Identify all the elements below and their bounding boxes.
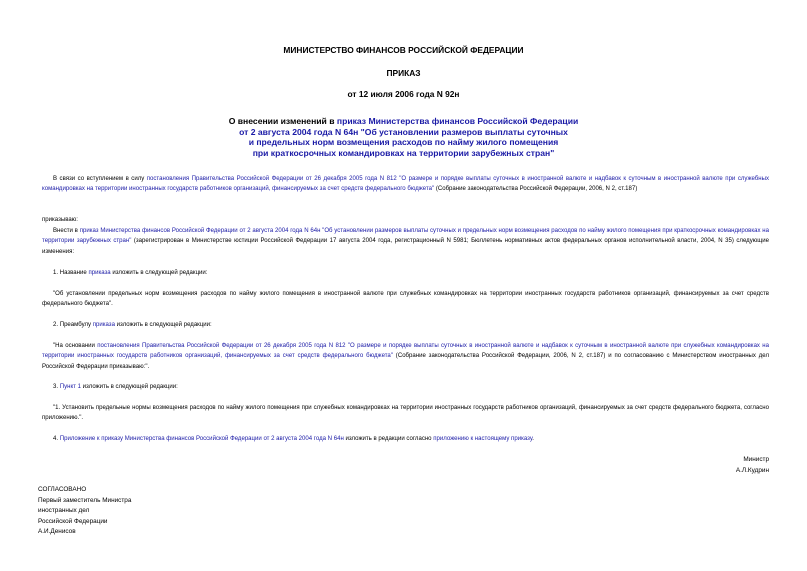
item-1: [42, 268, 769, 278]
agreed-name: А.И.Денисов: [38, 528, 76, 536]
title-line-4[interactable]: при краткосрочных командировках на территории зарубежных стран": [252, 147, 555, 158]
order-link[interactable]: приказ Министерства финансов Российской Федерации от 2 августа 2004 года N 64н "Об установлении размеров выплаты суточных и предельных норм возмещения расходов по найму жилого помещения при краткосрочных командировках на территории зарубежных стран": [42, 228, 769, 245]
ministry-heading: МИНИСТЕРСТВО ФИНАНСОВ РОССИЙСКОЙ ФЕДЕРАЦИИ: [283, 45, 524, 55]
intro-paragraph: [42, 174, 769, 195]
doc-date: от 12 июля 2006 года N 92н: [347, 89, 460, 99]
doc-type-heading: ПРИКАЗ: [386, 68, 421, 78]
document-title: [0, 116, 807, 158]
item-2-quote: [42, 341, 769, 372]
item-4-text: 4.: [53, 436, 60, 442]
item-1-text: 1. Название: [53, 270, 89, 276]
item-3-point-link[interactable]: Пункт 1: [59, 384, 81, 390]
item-4-end: .: [532, 436, 534, 442]
agreed-line-3: Российской Федерации: [38, 517, 108, 525]
main-text: Внести в: [53, 228, 80, 234]
item-1-tail: изложить в следующей редакции:: [110, 270, 208, 276]
item-2-text: 2. Преамбулу: [53, 322, 93, 328]
agreed-block: [38, 485, 131, 538]
this-order-appendix-link[interactable]: приложению к настоящему приказу: [433, 436, 533, 442]
item-2-tail: изложить в следующей редакции:: [114, 322, 212, 328]
item-2-quote-start: "На основании: [53, 343, 98, 349]
item-4: [42, 434, 769, 444]
item-1-quote: "Об установлении предельных норм возмещения расходов по найму жилого помещения в иностранной валюте при служебных командировках на территории иностранных государств работников организаций, финансируемых за счет средств федерального бюджета".: [42, 291, 769, 308]
item-4-middle: изложить в редакции согласно: [343, 436, 434, 442]
intro-source: (Собрание законодательства Российской Федерации, 2006, N 2, ст.187): [434, 186, 638, 193]
item-3-quote: "1. Установить предельные нормы возмещения расходов по найму жилого помещения при служебных командировках на территории иностранных государств работников организаций, финансируемых за счет средств федерального бюджета, согласно приложению.".: [42, 405, 769, 422]
item-3: [42, 382, 769, 392]
item-3-tail: изложить в следующей редакции:: [80, 384, 178, 390]
signature-name: А.Л.Кудрин: [735, 467, 769, 474]
title-line-3[interactable]: и предельных норм возмещения расходов по найму жилого помещения: [248, 137, 559, 147]
title-line-1: [0, 116, 807, 127]
signature-block: [736, 454, 769, 476]
item-2: [42, 320, 769, 330]
item-2-quote-end: (Собрание законодательства Российской Федерации, 2006, N 2, ст.187) и по согласованию с Министерством иностранных дел Российской Федерации приказываю:".: [42, 353, 769, 370]
item-1-order-link[interactable]: приказа: [88, 270, 111, 276]
main-registration: (зарегистрирован в Министерстве юстиции Российской Федерации 17 августа 2004 года, регистрационный N 5981; Бюллетень нормативных актов федеральных органов исполнительной власти, 2004, N 35) следующие изменения:: [42, 238, 769, 255]
item-2-resolution-link[interactable]: постановления Правительства Российской Федерации от 26 декабря 2005 года N 812 "О размере и порядке выплаты суточных в иностранной валюте и надбавок к суточным в иностранной валюте при служебных командировках на территории иностранных государств работников организаций, финансируемых за счет средств федерального бюджета": [42, 343, 769, 360]
item-2-order-link[interactable]: приказа: [92, 322, 115, 328]
intro-text: В связи со вступлением в силу: [53, 176, 147, 182]
agreed-line-1: Первый заместитель Министра: [38, 496, 132, 504]
agreed-label: СОГЛАСОВАНО: [38, 486, 87, 493]
agreed-line-2: иностранных дел: [38, 507, 90, 515]
resolution-link[interactable]: постановления Правительства Российской Федерации от 26 декабря 2005 года N 812 "О размере и порядке выплаты суточных в иностранной валюте и надбавок к суточным в иностранной валюте при служебных командировках на территории иностранных государств работников организаций, финансируемых за счет средств федерального бюджета": [42, 176, 769, 193]
item-3-text: 3.: [53, 384, 60, 390]
main-paragraph: [42, 226, 769, 257]
signature-position: Министр: [743, 456, 769, 463]
title-prefix: О внесении изменений в: [228, 116, 337, 126]
title-order-link[interactable]: приказ Министерства финансов Российской Федерации: [336, 116, 579, 126]
orders-label: приказываю:: [42, 217, 78, 223]
title-line-2[interactable]: от 2 августа 2004 года N 64н "Об установлении размеров выплаты суточных: [239, 126, 568, 137]
appendix-order-link[interactable]: Приложение к приказу Министерства финансов Российской Федерации от 2 августа 2004 года N 64н: [59, 436, 344, 442]
